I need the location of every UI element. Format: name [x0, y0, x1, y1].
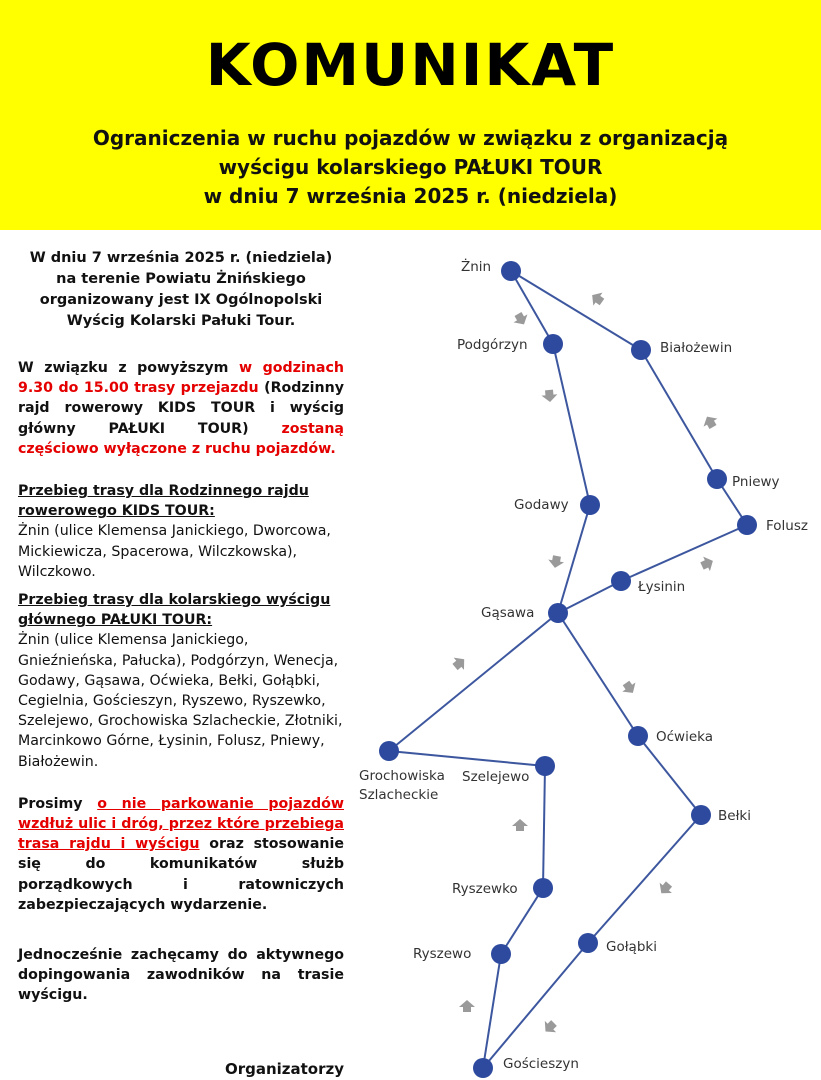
town-label: Białożewin [660, 340, 733, 356]
arrow-icon [459, 1000, 475, 1012]
route-segment [638, 736, 701, 815]
subtitle-line: w dniu 7 września 2025 r. (niedziela) [203, 184, 618, 208]
town-node-podgorzyn [543, 334, 563, 354]
arrow-icon [588, 289, 607, 309]
arrow-icon [541, 389, 558, 402]
town-node-folusz [737, 515, 757, 535]
town-label: Folusz [766, 518, 808, 534]
town-label: Pniewy [732, 474, 780, 490]
route-segment [501, 888, 543, 954]
town-label: Łysinin [638, 579, 686, 595]
arrow-icon [699, 554, 717, 574]
intro-line: Wyścig Kolarski Pałuki Tour. [66, 313, 296, 329]
arrow-icon [540, 1017, 560, 1037]
signature: Organizatorzy [224, 1060, 344, 1078]
direction-arrows [450, 289, 720, 1038]
route-segment [621, 525, 747, 581]
route-segment [511, 271, 553, 344]
parking-request-paragraph [18, 794, 344, 915]
page-subtitle [40, 124, 781, 211]
town-label: Gościeszyn [503, 1056, 579, 1072]
kids-route-section [18, 481, 344, 582]
route-segment [389, 613, 558, 751]
town-label: Szelejewo [462, 769, 530, 785]
request-text: Prosimy [18, 795, 98, 812]
town-node-godawy [580, 495, 600, 515]
town-node-gasawa [548, 603, 568, 623]
town-label: Grochowiska [359, 768, 445, 784]
town-node-pniewy [707, 469, 727, 489]
route-segment [588, 815, 701, 943]
intro-paragraph [18, 248, 344, 332]
route-segment [558, 581, 621, 613]
subtitle-line: Ograniczenia w ruchu pojazdów w związku z organizacją [92, 126, 729, 150]
main-route-text: Żnin (ulice Klemensa Janickiego, Gnieźnieńska, Pałucka), Podgórzyn, Wenecja, Godawy, Gąsawa, Oćwieka, Bełki, Gołąbki, Cegielnia, Gościeszyn, Ryszewo, Ryszewko, Szelejewo, Grochowiska Szlacheckie, Złotniki, Marcinkowo Górne, Łysinin, Folusz, Pniewy, Białożewin. [18, 632, 343, 770]
route-segment [389, 751, 545, 766]
subtitle-line: wyścigu kolarskiego PAŁUKI TOUR [218, 155, 603, 179]
route-segment [558, 613, 638, 736]
arrow-icon [547, 555, 565, 570]
town-node-golabki [578, 933, 598, 953]
restriction-hours: w godzinach 9.30 do 15.00 trasy przejazdu [18, 360, 344, 397]
arrow-icon [450, 653, 469, 673]
town-label: Bełki [718, 808, 751, 824]
town-node-gosciesztyn [473, 1058, 493, 1078]
town-node-bialozewin [631, 340, 651, 360]
arrow-icon [700, 413, 720, 431]
restriction-text: W związku z powyższym [18, 360, 239, 376]
request-text: oraz stosowanie się do komunikatów służb porządkowych i ratowniczych zabezpieczających wydarzenie. [18, 836, 344, 913]
kids-route-heading: Przebieg trasy dla Rodzinnego rajdu rowerowego KIDS TOUR: [18, 483, 309, 520]
arrow-icon [655, 879, 675, 898]
restriction-closure: zostaną częściowo wyłączone z ruchu pojazdów. [18, 420, 344, 457]
route-segment [543, 766, 545, 888]
route-segment [641, 350, 717, 479]
encouragement-paragraph: Jednocześnie zachęcamy do aktywnego dopingowania zawodników na trasie wyścigu. [18, 947, 344, 1004]
request-no-parking: o nie parkowanie pojazdów wzdłuż ulic i dróg, przez które przebiega trasa rajdu i wyścigu [18, 795, 344, 853]
restriction-paragraph [18, 358, 344, 459]
kids-route-text: Żnin (ulice Klemensa Janickiego, Dworcowa, Mickiewicza, Spacerowa, Wilczkowska), Wilczkowo. [18, 523, 331, 580]
town-node-ryszewko [533, 878, 553, 898]
intro-line: W dniu 7 września 2025 r. (niedziela) [29, 250, 333, 266]
town-node-lysinin [611, 571, 631, 591]
arrow-icon [619, 678, 639, 697]
town-label: Ryszewo [413, 946, 472, 962]
arrow-icon [511, 310, 531, 328]
town-node-szelejewo [535, 756, 555, 776]
page-title: KOMUNIKAT [205, 31, 616, 99]
town-label: Ryszewko [452, 881, 518, 897]
town-label: Godawy [514, 497, 569, 513]
header-banner [0, 0, 821, 230]
main-route-heading: Przebieg trasy dla kolarskiego wyścigu głównego PAŁUKI TOUR: [18, 592, 331, 629]
town-node-ocwieka [628, 726, 648, 746]
town-label: Podgórzyn [457, 337, 528, 353]
town-label: Żnin [461, 259, 492, 275]
town-node-znin [501, 261, 521, 281]
intro-line: organizowany jest IX Ogólnopolski [39, 292, 323, 308]
main-route-section [18, 590, 344, 772]
town-node-grochowiska [379, 741, 399, 761]
town-label: Gołąbki [606, 939, 657, 955]
announcement-text [18, 248, 344, 1006]
town-label: Gąsawa [481, 605, 535, 621]
town-node-ryszewo [491, 944, 511, 964]
route-segment [558, 505, 590, 613]
town-label: Szlacheckie [359, 787, 439, 803]
route-segment [511, 271, 641, 350]
town-node-belki [691, 805, 711, 825]
route-map [344, 240, 821, 1080]
arrow-icon [512, 819, 528, 831]
intro-line: na terenie Powiatu Żnińskiego [56, 271, 306, 287]
restriction-text: (Rodzinny rajd rowerowy KIDS TOUR i wyścig główny PAŁUKI TOUR) [18, 380, 344, 437]
town-label: Oćwieka [656, 729, 713, 745]
route-segment [553, 344, 590, 505]
